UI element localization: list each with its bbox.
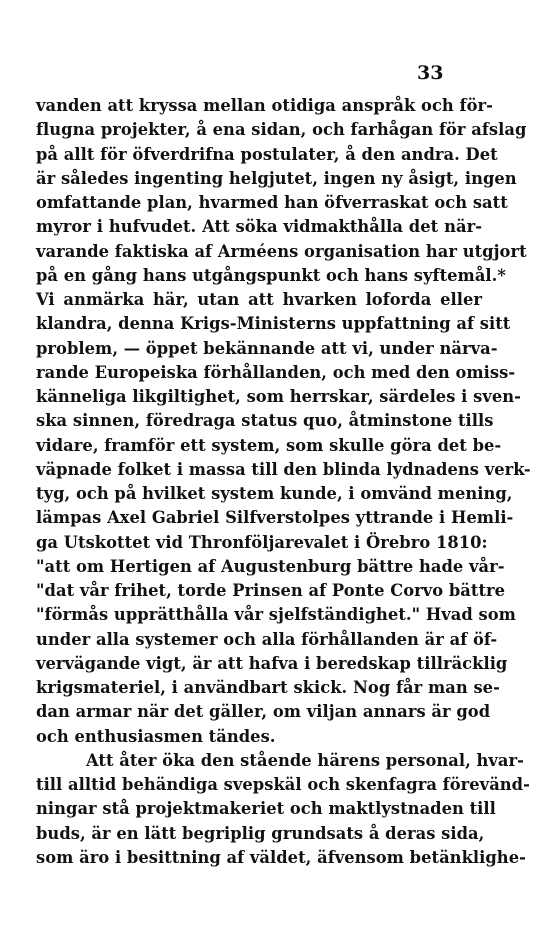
- text-line: och enthusiasmen tändes.: [36, 726, 276, 746]
- text-line: myror i hufvudet. Att söka vidmakthålla det när-: [36, 217, 482, 237]
- text-line: klandra, denna Krigs-Ministerns uppfattning af sitt: [36, 314, 511, 334]
- text-line: under alla systemer och alla förhållanden är af öf-: [36, 629, 498, 649]
- text-line: ska sinnen, föredraga status quo, åtminstone tills: [36, 411, 494, 431]
- text-line: rande Europeiska förhållanden, och med den omiss-: [36, 362, 516, 382]
- text-line: problem, — öppet bekännande att vi, under närva-: [36, 338, 498, 358]
- text-line: tyg, och på hvilket system kunde, i omvänd mening,: [36, 484, 513, 503]
- text-line: till alltid behändiga svepskäl och skenfagra förevänd-: [36, 775, 530, 794]
- text-line: lämpas Axel Gabriel Silfverstolpes yttrande i Hemli-: [36, 508, 514, 528]
- text-line: "förmås upprätthålla vår sjelfständighet." Hvad som: [36, 605, 516, 625]
- text-line: Vi anmärka här, utan att hvarken loforda eller: [36, 290, 482, 309]
- text-line: Att åter öka den stående härens personal, hvar-: [86, 750, 524, 770]
- page-number: 33: [417, 62, 444, 84]
- text-line: varande faktiska af Arméens organisation har utgjort: [36, 241, 527, 261]
- text-line: ga Utskottet vid Thronföljarevalet i Örebro 1810:: [36, 532, 488, 552]
- text-line: krigsmateriel, i användbart skick. Nog får man se-: [36, 678, 500, 697]
- text-line: vervägande vigt, är att hafva i beredskap tillräcklig: [36, 653, 508, 673]
- text-line: på allt för öfverdrifna postulater, å den andra. Det: [36, 144, 498, 164]
- text-line: på en gång hans utgångspunkt och hans syftemål.*: [36, 265, 506, 285]
- text-line: flugna projekter, å ena sidan, och farhågan för afslag: [36, 120, 527, 140]
- text-line: dan armar när det gäller, om viljan annars är god: [36, 702, 491, 722]
- text-line: buds, är en lätt begriplig grundsats å deras sida,: [36, 823, 485, 843]
- text-line: känneliga likgiltighet, som herrskar, särdeles i sven-: [36, 387, 521, 406]
- text-line: "att om Hertigen af Augustenburg bättre hade vår-: [36, 556, 505, 576]
- body-text: [36, 94, 531, 870]
- text-line: omfattande plan, hvarmed han öfverraskat och satt: [36, 193, 508, 212]
- text-line: vidare, framför ett system, som skulle göra det be-: [36, 435, 502, 455]
- text-line: "dat vår frihet, torde Prinsen af Ponte Corvo bättre: [36, 581, 506, 600]
- text-line: är således ingenting helgjutet, ingen ny åsigt, ingen: [36, 168, 517, 188]
- text-line: vanden att kryssa mellan otidiga anspråk och för-: [36, 96, 493, 115]
- text-line: väpnade folket i massa till den blinda lydnadens verk-: [36, 459, 531, 479]
- text-line: som äro i besittning af väldet, äfvensom betänklighe-: [36, 847, 526, 867]
- text-line: ningar stå projektmakeriet och maktlystnaden till: [36, 799, 496, 819]
